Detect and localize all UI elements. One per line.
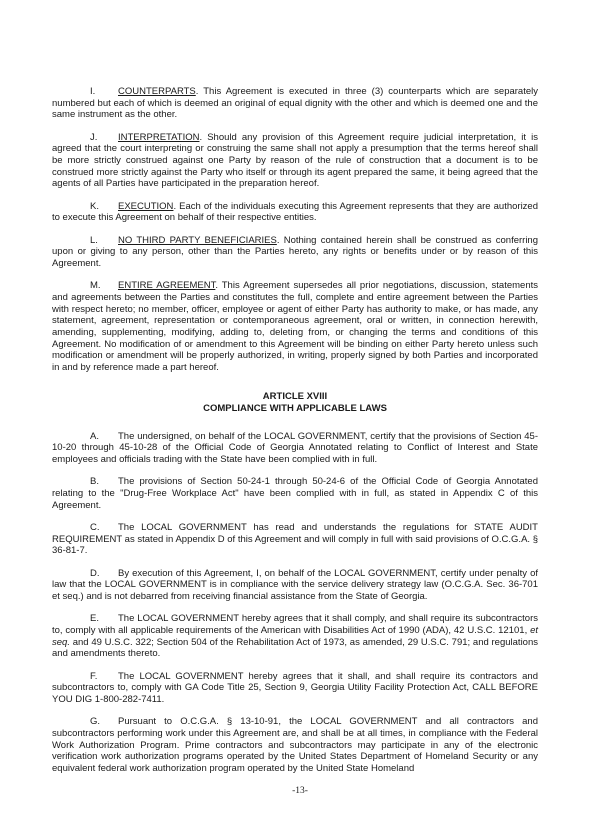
paragraph-title: NO THIRD PARTY BENEFICIARIES bbox=[118, 234, 277, 246]
paragraph-text: The LOCAL GOVERNMENT hereby agrees that it shall, and shall require its contractors and subcontractors to, comply with GA Code Title 25, Section 9, Georgia Utility Facility Protection Act, CALL BEFORE YOU DIG 1-800-282-7411. bbox=[52, 670, 538, 705]
paragraph-letter: C. bbox=[90, 521, 100, 533]
article-number: ARTICLE XVIII bbox=[262, 390, 328, 402]
paragraph-text: By execution of this Agreement, I, on behalf of the LOCAL GOVERNMENT, certify under penalty of law that the LOCAL GOVERNMENT is in compliance with the service delivery strategy law (O.C.G.A. Sec. 36-701 et seq.) and is not debarred from receiving financial assistance from the State of Georgia. bbox=[52, 567, 538, 602]
paragraph-text: . Each of the individuals executing this Agreement represents that they are authorized to execute this Agreement on behalf of their respective entities. bbox=[52, 200, 538, 224]
paragraph-text: . Nothing contained herein shall be construed as conferring upon or giving to any person, other than the Parties hereto, any rights or benefits under or by reason of this Agreement. bbox=[52, 234, 538, 269]
paragraph-counterparts bbox=[52, 86, 538, 121]
paragraph-title: COUNTERPARTS bbox=[118, 86, 196, 97]
paragraph-text: The LOCAL GOVERNMENT hereby agrees that it shall comply, and shall require its subcontractors to, comply with all applicable requirements of the American with Disabilities Act of 1990 (ADA), 42 U.S.C. 12101, bbox=[52, 613, 538, 636]
paragraph-text: The provisions of Section 50-24-1 through 50-24-6 of the Official Code of Georgia Annotated relating to the "Drug-Free Workplace Act" have been complied with in full, as stated in Appendix C of this Agreement. bbox=[52, 476, 538, 511]
paragraph-letter: G. bbox=[90, 716, 101, 728]
paragraph-execution bbox=[52, 201, 538, 224]
paragraph-letter: A. bbox=[90, 430, 99, 442]
paragraph-interpretation bbox=[52, 132, 538, 191]
document-page bbox=[52, 86, 538, 775]
paragraph-text-italic: et seq. bbox=[52, 624, 538, 648]
paragraph-text: Pursuant to O.C.G.A. § 13-10-91, the LOCAL GOVERNMENT and all contractors and subcontractors performing work under this Agreement are, and shall be at all times, in compliance with the Federal Work Authorization Program. Prime contractors and subcontractors may participate in any of the electronic verification work authorization programs operated by the United States Department of Homeland Security or any equivalent federal work authorization program operated by the United State Homeland bbox=[52, 716, 538, 774]
paragraph-text: . This Agreement supersedes all prior negotiations, discussion, statements and agreements between the Parties and constitutes the full, complete and entire agreement between the Parties with respect hereto; no member, officer, employee or agent of either Party has authority to make, or has made, any statement, agreement, representation or contemporaneous agreement, oral or written, in connection herewith, amending, supplementing, modifying, adding to, deleting from, or changing the terms and conditions of this Agreement. No modification of or amendment to this Agreement will be binding on either Party hereto unless such modification or amendment will be properly authorized, in writing, properly signed by both Parties and incorporated in and by reference made a part hereof. bbox=[52, 280, 539, 374]
paragraph-text: . Should any provision of this Agreement require judicial interpretation, it is agreed that the court interpreting or construing the same shall not apply a presumption that the terms hereof shall be more strictly construed against one Party by reason of the rule of construction that a document is to be construed more strictly against the Party who itself or through its agent prepared the same, it being agreed that the agents of all Parties have participated in the preparation hereof. bbox=[52, 131, 538, 190]
paragraph-b bbox=[52, 476, 538, 511]
paragraph-e bbox=[52, 613, 538, 660]
paragraph-no-third-party bbox=[52, 235, 538, 270]
paragraph-letter: E. bbox=[90, 613, 99, 625]
paragraph-text: The undersigned, on behalf of the LOCAL GOVERNMENT, certify that the provisions of Section 45-10-20 through 45-10-28 of the Official Code of Georgia Annotated relating to Conflict of Interest and State employees and officials trading with the State have been complied with in full. bbox=[52, 430, 538, 466]
paragraph-d bbox=[52, 568, 538, 603]
page-number: -13- bbox=[292, 786, 308, 797]
paragraph-letter: K. bbox=[90, 200, 99, 212]
paragraph-text: The LOCAL GOVERNMENT has read and understands the regulations for STATE AUDIT REQUIREMENT as stated in Appendix D of this Agreement and will comply in full with said provisions of O.C.G.A. § 36-81-7. bbox=[52, 521, 538, 557]
paragraph-g bbox=[52, 716, 538, 775]
paragraph-a bbox=[52, 431, 538, 466]
paragraph-title: ENTIRE AGREEMENT bbox=[118, 280, 216, 292]
paragraph-f bbox=[52, 671, 538, 706]
paragraph-entire-agreement bbox=[52, 280, 538, 374]
paragraph-letter: J. bbox=[90, 131, 98, 143]
paragraph-letter: M. bbox=[90, 280, 101, 292]
paragraph-title: INTERPRETATION bbox=[118, 131, 200, 143]
paragraph-letter: D. bbox=[90, 567, 100, 579]
paragraph-c bbox=[52, 522, 538, 557]
paragraph-letter: L. bbox=[90, 234, 98, 246]
paragraph-letter: F. bbox=[90, 670, 98, 682]
article-title: COMPLIANCE WITH APPLICABLE LAWS bbox=[203, 402, 387, 414]
paragraph-letter: I. bbox=[90, 86, 96, 97]
paragraph-text: . This Agreement is executed in three (3) counterparts which are separately numbered but each of which is deemed an original of equal dignity with the other and which is deemed one and the same instrument as the other. bbox=[52, 86, 538, 121]
paragraph-letter: B. bbox=[90, 476, 99, 488]
article-heading bbox=[52, 391, 538, 415]
paragraph-title: EXECUTION bbox=[118, 200, 174, 212]
paragraph-text: and 49 U.S.C. 322; Section 504 of the Rehabilitation Act of 1973, as amended, 29 U.S.C. 791; and regulations and amendments thereto. bbox=[52, 636, 538, 660]
